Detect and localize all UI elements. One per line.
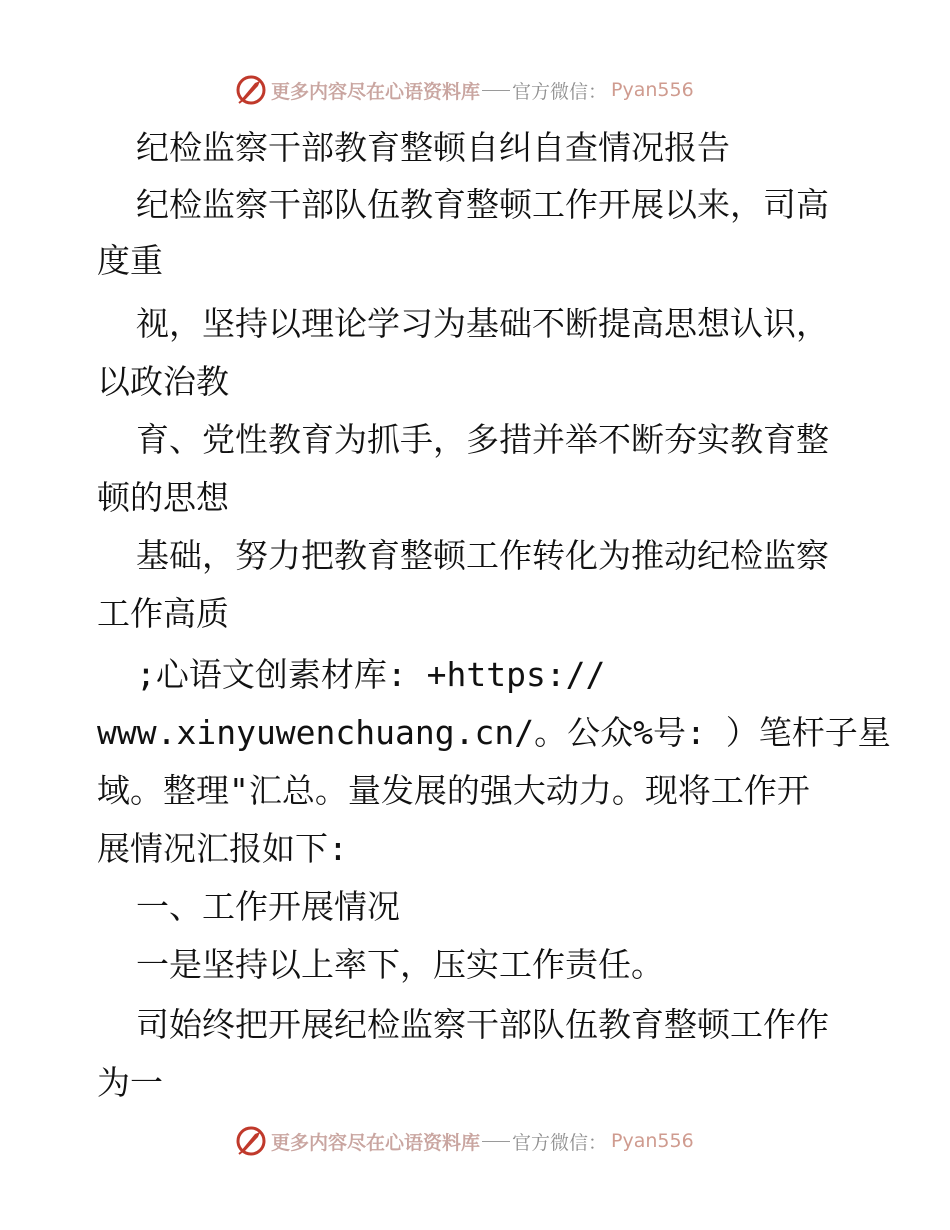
header-promo-text: 更多内容尽在心语资料库 (271, 80, 481, 103)
body-line: 纪检监察干部队伍教育整顿工作开展以来，司高 (136, 185, 829, 224)
body-line: 顿的思想 (97, 478, 229, 517)
document-title: 纪检监察干部教育整顿自纠自查情况报告 (136, 128, 730, 167)
body-line: 一是坚持以上率下，压实工作责任。 (136, 945, 664, 984)
quill-logo-icon (235, 1125, 267, 1157)
footer-promo-text: 更多内容尽在心语资料库 (271, 1131, 481, 1154)
body-line: 育、党性教育为抓手，多措并举不断夯实教育整 (136, 420, 829, 459)
header-wechat-label: 官方微信： (512, 80, 608, 103)
body-line: 域。整理"汇总。量发展的强大动力。现将工作开 (97, 771, 810, 810)
body-line: 基础，努力把教育整顿工作转化为推动纪检监察 (136, 536, 829, 575)
footer-watermark (235, 1124, 694, 1158)
body-line: 度重 (97, 241, 163, 280)
body-line: 展情况汇报如下: (97, 829, 348, 868)
body-line-source-url: www.xinyuwenchuang.cn/。公众%号: ）笔杆子星 (97, 713, 891, 752)
body-line-source-note: ;心语文创素材库: +https:// (136, 655, 606, 694)
header-dash-divider (482, 90, 510, 91)
section-heading: 一、工作开展情况 (136, 887, 400, 926)
body-line: 以政治教 (97, 362, 229, 401)
body-line: 工作高质 (97, 594, 229, 633)
body-line: 视，坚持以理论学习为基础不断提高思想认识， (136, 304, 829, 343)
quill-logo-icon (235, 74, 267, 106)
footer-wechat-id: Pyan556 (611, 1130, 694, 1152)
header-wechat-id: Pyan556 (611, 79, 694, 101)
body-line: 为一 (97, 1063, 163, 1102)
footer-wechat-label: 官方微信： (512, 1131, 608, 1154)
header-watermark (235, 73, 694, 107)
body-line: 司始终把开展纪检监察干部队伍教育整顿工作作 (136, 1005, 829, 1044)
footer-dash-divider (482, 1141, 510, 1142)
